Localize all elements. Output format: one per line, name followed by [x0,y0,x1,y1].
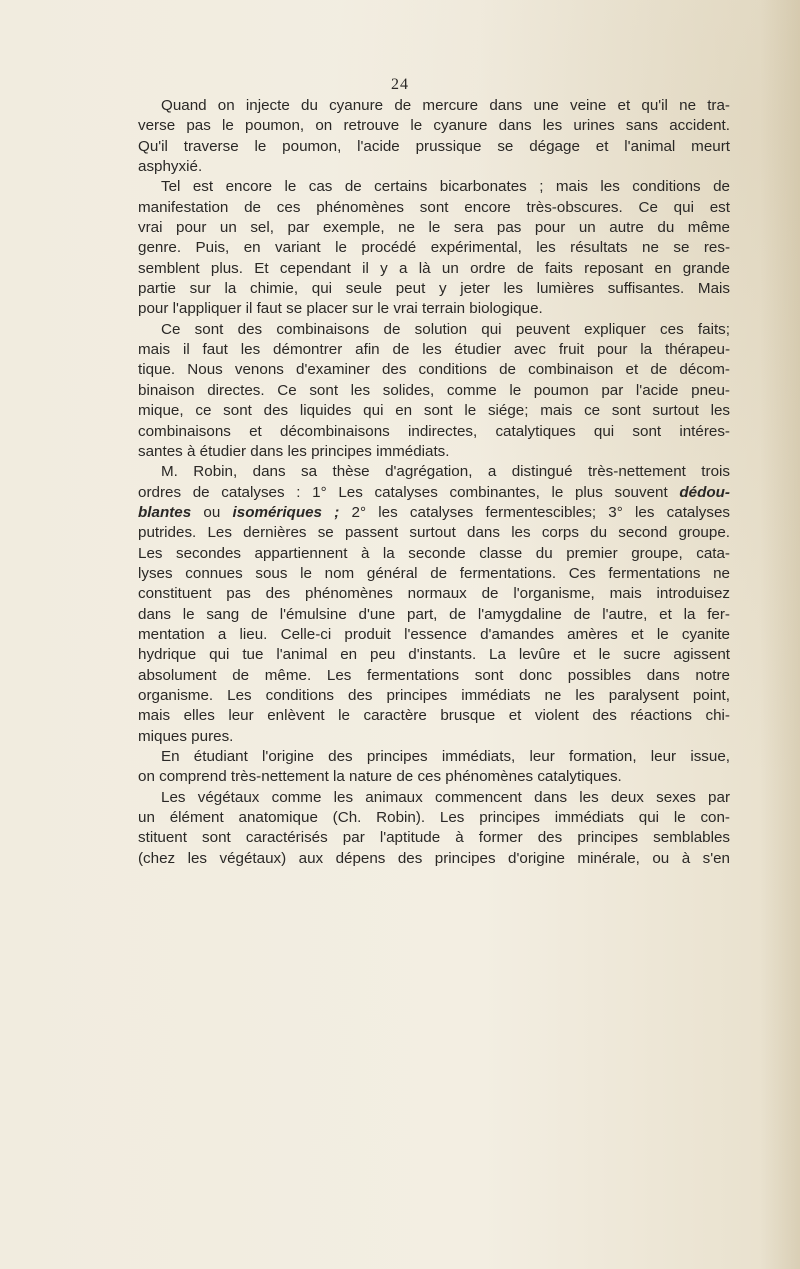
text-line: genre. Puis, en variant le procédé expérimental, les résultats ne se res- [138,239,730,257]
page-edge-shadow [760,0,800,1269]
text-line: dans le sang de l'émulsine d'une part, de l'amygdaline de l'autre, et la fer- [138,605,730,623]
text-segment: 2° les catalyses fermentescibles; 3° les catalyses [339,503,730,521]
text-line: un élément anatomique (Ch. Robin). Les principes immédiats qui le con- [138,809,730,827]
text-line: pour l'appliquer il faut se placer sur le vrai terrain biologique. [138,300,543,318]
emphasis-term: dédou- [679,483,730,501]
text-line: binaison directes. Ce sont les solides, comme le poumon par l'acide pneu- [138,381,730,399]
paragraph-4 [138,462,730,747]
text-line: partie sur la chimie, qui seule peut y jeter les lumières suffisantes. Mais [138,280,730,298]
paragraph-2 [138,177,730,319]
text-line: mique, ce sont des liquides qui en sont le siége; mais ce sont surtout les [138,402,730,420]
text-line: tique. Nous venons d'examiner des conditions de combinaison et de décom- [138,361,730,379]
text-line-with-emphasis [138,503,730,523]
text-line: stituent sont caractérisés par l'aptitude à former des principes semblables [138,829,730,847]
text-line: vrai pour un sel, par exemple, ne le sera pas pour un autre du même [138,219,730,237]
text-line-with-emphasis [138,483,730,503]
text-segment: ou [191,503,233,521]
text-line: hydrique qui tue l'animal en peu d'instants. La levûre et le sucre agissent [138,646,730,664]
text-line: putrides. Les dernières se passent surtout dans les corps du second groupe. [138,524,730,542]
text-line: combinaisons et décombinaisons indirectes, catalytiques qui sont intéres- [138,422,730,440]
text-line: En étudiant l'origine des principes immédiats, leur formation, leur issue, [161,748,730,765]
emphasis-term: isomériques ; [232,503,340,521]
page-number: 24 [391,76,409,93]
text-line: Qu'il traverse le poumon, l'acide prussique se dégage et l'animal meurt [138,137,730,155]
text-line: Quand on injecte du cyanure de mercure dans une veine et qu'il ne tra- [161,97,730,114]
text-line: constituent pas des phénomènes normaux de l'organisme, mais introduisez [138,585,730,603]
text-line: Les secondes appartiennent à la seconde classe du premier groupe, cata- [138,544,730,562]
text-line: absolument de même. Les fermentations sont donc possibles dans notre [138,666,730,684]
text-line: (chez les végétaux) aux dépens des principes d'origine minérale, ou à s'en [138,849,730,867]
body-text [138,96,730,869]
paragraph-3 [138,320,730,462]
text-line: miques pures. [138,727,234,745]
paragraph-6 [138,788,730,869]
text-line: organisme. Les conditions des principes immédiats ne les paralysent point, [138,686,730,704]
emphasis-term: blantes [138,503,192,521]
text-line: santes à étudier dans les principes immédiats. [138,442,450,460]
text-line: verse pas le poumon, on retrouve le cyanure dans les urines sans accident. [138,117,730,135]
paragraph-5 [138,747,730,788]
text-line: asphyxié. [138,158,203,176]
text-line: Ce sont des combinaisons de solution qui peuvent expliquer ces faits; [161,320,730,338]
text-line: mais elles leur enlèvent le caractère brusque et violent des réactions chi- [138,707,730,725]
text-line: on comprend très-nettement la nature de ces phénomènes catalytiques. [138,768,622,786]
paragraph-1 [138,96,730,177]
text-line: M. Robin, dans sa thèse d'agrégation, a distingué très-nettement trois [161,463,730,481]
text-line: lyses connues sous le nom général de fermentations. Ces fermentations ne [138,564,730,582]
text-line: mais il faut les démontrer afin de les étudier avec fruit pour la thérapeu- [138,341,730,359]
text-line: Tel est encore le cas de certains bicarbonates ; mais les conditions de [161,178,730,196]
text-segment: ordres de catalyses : 1° Les catalyses combinantes, le plus souvent [138,483,680,501]
text-line: semblent plus. Et cependant il y a là un ordre de faits reposant en grande [138,259,730,277]
text-line: mentation a lieu. Celle-ci produit l'essence d'amandes amères et le cyanite [138,625,730,643]
text-line: manifestation de ces phénomènes sont encore très-obscures. Ce qui est [138,198,730,216]
text-line: Les végétaux comme les animaux commencent dans les deux sexes par [161,788,730,806]
